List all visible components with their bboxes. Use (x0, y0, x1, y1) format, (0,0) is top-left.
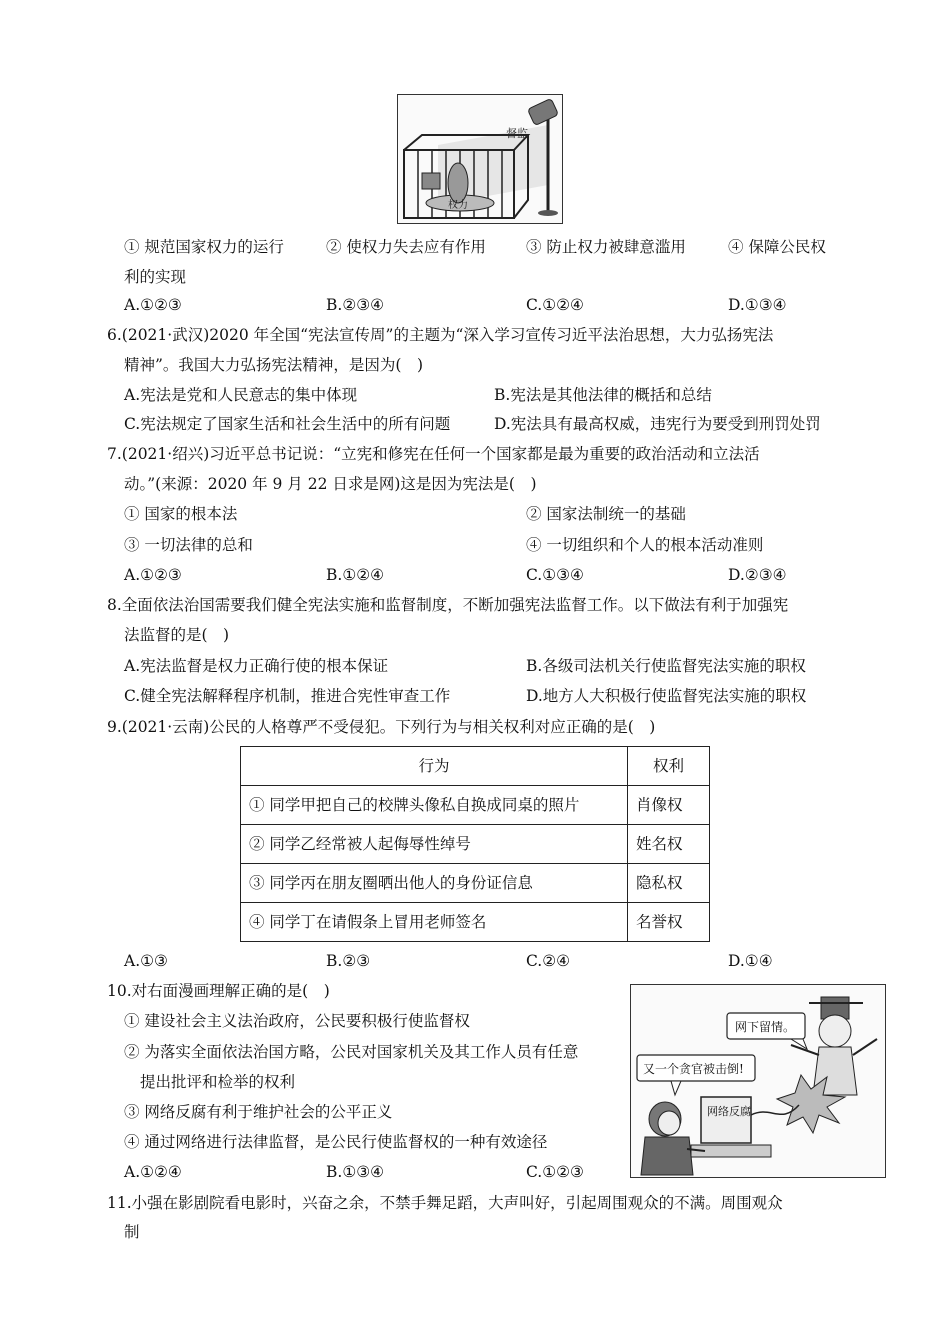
table-row (241, 786, 710, 825)
q5-item-2: ② 使权力失去应有作用 (326, 238, 486, 256)
q6-option-d[interactable]: D.宪法具有最高权威，违宪行为要受到刑罚处罚 (494, 415, 821, 433)
cage-illustration (398, 95, 562, 223)
q10-item-3: ③ 网络反腐有利于维护社会的公平正义 (124, 1103, 393, 1121)
q5-item-4-cont: 利的实现 (124, 268, 187, 286)
monitor-screen-text: 网络反腐 (707, 1105, 751, 1118)
table-header-row (241, 747, 710, 786)
q8-option-c[interactable]: C.健全宪法解释程序机制，推进合宪性审查工作 (124, 687, 451, 705)
q10-item-1: ① 建设社会主义法治政府，公民要积极行使监督权 (124, 1012, 470, 1030)
q7-option-b[interactable]: B.①②④ (326, 566, 385, 584)
q10-stem: 10.对右面漫画理解正确的是( ) (107, 982, 330, 1000)
q7-stem-2: 动。”(来源：2020 年 9 月 22 日求是网)这是因为宪法是( ) (124, 475, 537, 493)
q5-item-4: ④ 保障公民权 (728, 238, 826, 256)
row-right: 名誉权 (628, 903, 710, 942)
q9-option-a[interactable]: A.①③ (124, 952, 168, 970)
q9-stem: 9.(2021·云南)公民的人格尊严不受侵犯。下列行为与相关权利对应正确的是( ) (107, 718, 656, 736)
header-right: 权利 (628, 747, 710, 786)
official-bubble-text: 网下留情。 (735, 1020, 796, 1034)
row-act: ④ 同学丁在请假条上冒用老师签名 (241, 903, 628, 942)
q11-stem-1: 11.小强在影剧院看电影时，兴奋之余，不禁手舞足蹈，大声叫好，引起周围观众的不满。周围观众 (107, 1194, 783, 1212)
q10-option-c[interactable]: C.①②③ (526, 1163, 584, 1181)
anti-corruption-cartoon (630, 984, 886, 1178)
q6-option-b[interactable]: B.宪法是其他法律的概括和总结 (494, 386, 712, 404)
q7-item-2: ② 国家法制统一的基础 (526, 505, 686, 523)
table-row (241, 825, 710, 864)
q5-option-c[interactable]: C.①②④ (526, 296, 584, 314)
q7-option-d[interactable]: D.②③④ (728, 566, 787, 584)
q7-option-c[interactable]: C.①③④ (526, 566, 584, 584)
q9-option-b[interactable]: B.②③ (326, 952, 371, 970)
q10-option-a[interactable]: A.①②④ (124, 1163, 182, 1181)
q9-option-d[interactable]: D.①④ (728, 952, 773, 970)
q5-item-3: ③ 防止权力被肆意滥用 (526, 238, 686, 256)
q6-stem-2: 精神”。我国大力弘扬宪法精神，是因为( ) (124, 356, 424, 374)
q10-item-4: ④ 通过网络进行法律监督，是公民行使监督权的一种有效途径 (124, 1133, 548, 1151)
cage-cartoon (397, 94, 563, 224)
q10-option-b[interactable]: B.①③④ (326, 1163, 385, 1181)
q7-option-a[interactable]: A.①②③ (124, 566, 182, 584)
q5-item-1: ① 规范国家权力的运行 (124, 238, 284, 256)
supervise-label: 督监 (506, 127, 528, 140)
q7-item-4: ④ 一切组织和个人的根本活动准则 (526, 536, 764, 554)
row-act: ③ 同学丙在朋友圈晒出他人的身份证信息 (241, 864, 628, 903)
q7-stem-1: 7.(2021·绍兴)习近平总书记说：“立宪和修宪在任何一个国家都是最为重要的政治活动和立法活 (107, 445, 760, 463)
q6-stem-1: 6.(2021·武汉)2020 年全国“宪法宣传周”的主题为“深入学习宣传习近平法治思想，大力弘扬宪法 (107, 326, 774, 344)
row-right: 隐私权 (628, 864, 710, 903)
q7-item-1: ① 国家的根本法 (124, 505, 238, 523)
row-act: ② 同学乙经常被人起侮辱性绰号 (241, 825, 628, 864)
q5-option-a[interactable]: A.①②③ (124, 296, 182, 314)
q10-item-2: ② 为落实全面依法治国方略，公民对国家机关及其工作人员有任意 (124, 1043, 579, 1061)
q11-stem-2: 制 (124, 1223, 140, 1241)
table-row (241, 903, 710, 942)
q6-option-c[interactable]: C.宪法规定了国家生活和社会生活中的所有问题 (124, 415, 451, 433)
q8-stem-1: 8.全面依法治国需要我们健全宪法实施和监督制度，不断加强宪法监督工作。以下做法有利于加强宪 (107, 596, 789, 614)
q8-option-a[interactable]: A.宪法监督是权力正确行使的根本保证 (124, 657, 389, 675)
table-row (241, 864, 710, 903)
q8-option-b[interactable]: B.各级司法机关行使监督宪法实施的职权 (526, 657, 806, 675)
cartoon-illustration (631, 985, 885, 1177)
q5-option-b[interactable]: B.②③④ (326, 296, 385, 314)
q6-option-a[interactable]: A.宪法是党和人民意志的集中体现 (124, 386, 358, 404)
q10-item-2-cont: 提出批评和检举的权利 (140, 1073, 296, 1091)
q7-item-3: ③ 一切法律的总和 (124, 536, 253, 554)
q8-option-d[interactable]: D.地方人大积极行使监督宪法实施的职权 (526, 687, 807, 705)
q9-table (240, 746, 710, 942)
q8-stem-2: 法监督的是( ) (124, 626, 230, 644)
row-right: 姓名权 (628, 825, 710, 864)
power-label: 权力 (448, 200, 468, 211)
row-act: ① 同学甲把自己的校牌头像私自换成同桌的照片 (241, 786, 628, 825)
q5-option-d[interactable]: D.①③④ (728, 296, 787, 314)
header-act: 行为 (241, 747, 628, 786)
citizen-bubble-text: 又一个贪官被击倒! (643, 1062, 744, 1076)
row-right: 肖像权 (628, 786, 710, 825)
q9-option-c[interactable]: C.②④ (526, 952, 571, 970)
